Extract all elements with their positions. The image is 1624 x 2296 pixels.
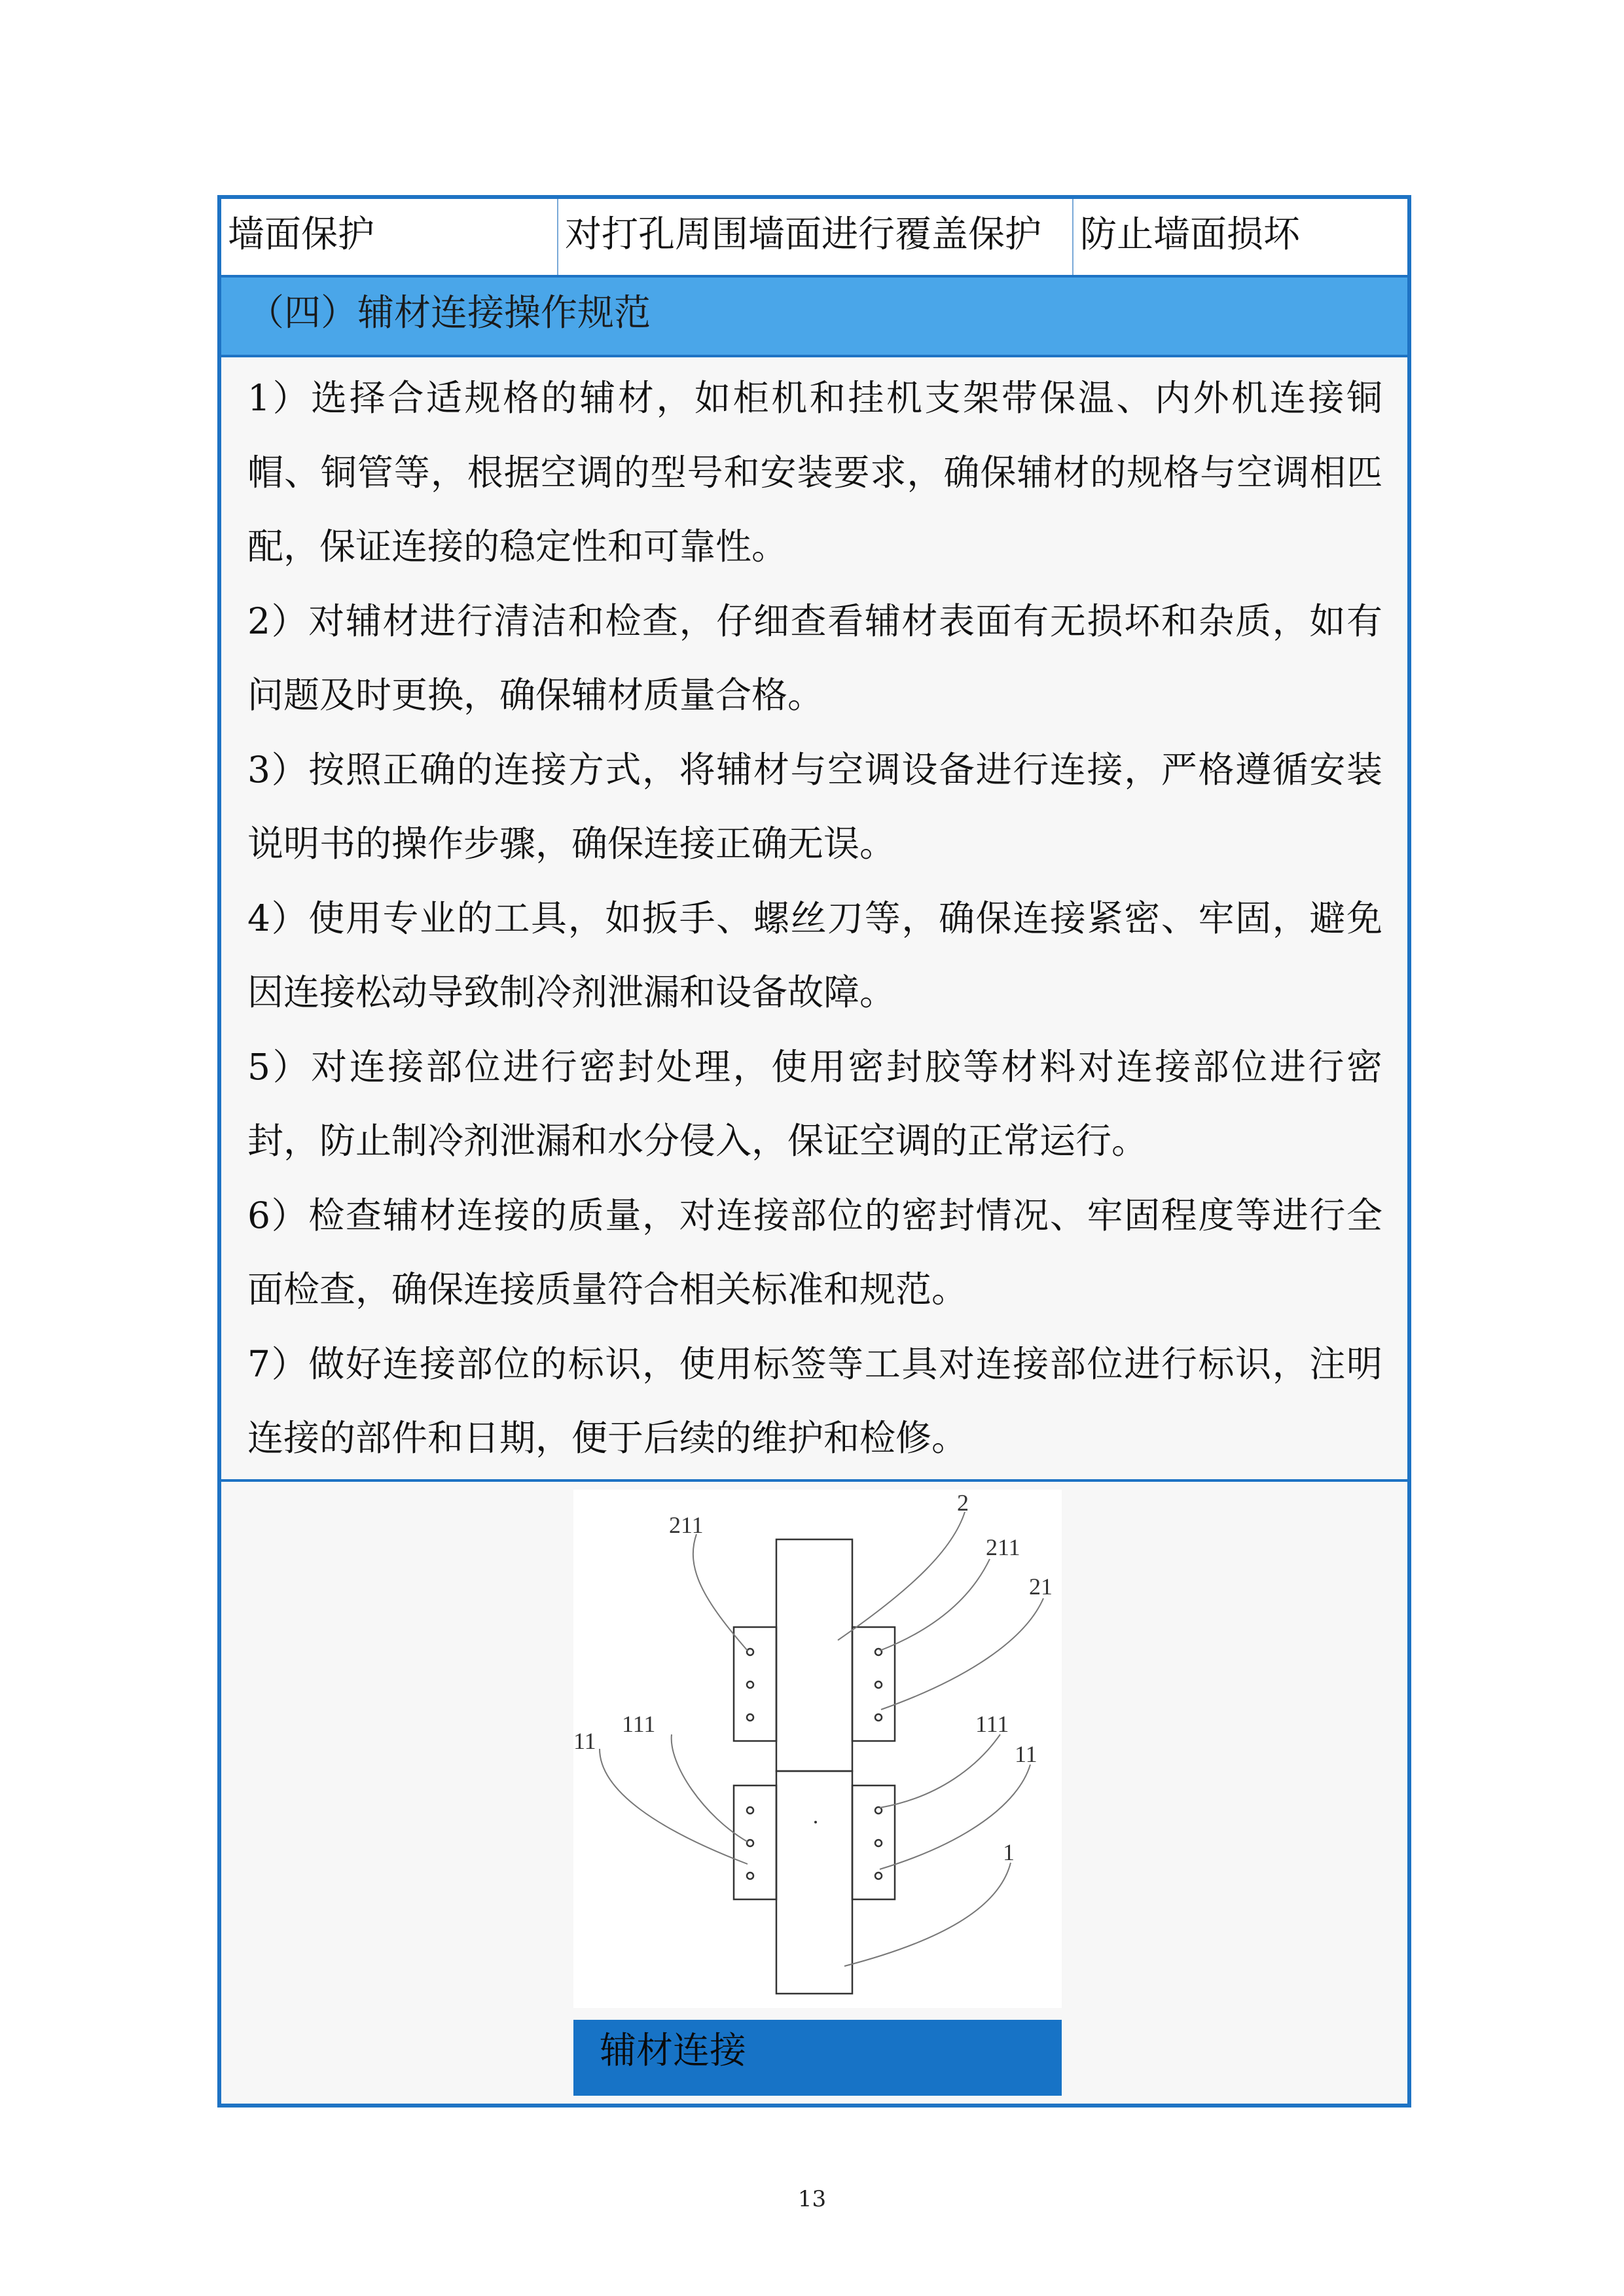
- paragraph-1: 1）选择合适规格的辅材，如柜机和挂机支架带保温、内外机连接铜帽、铜管等，根据空调的型号和安装要求，确保辅材的规格与空调相匹配，保证连接的稳定性和可靠性。: [247, 377, 1382, 567]
- document-table: [217, 195, 1411, 2108]
- section-heading: （四）辅材连接操作规范: [221, 278, 1407, 357]
- label-21: 21: [1029, 1573, 1053, 1600]
- label-1: 1: [1003, 1839, 1015, 1865]
- label-2: 2: [957, 1490, 969, 1516]
- label-11-right: 11: [1015, 1741, 1038, 1767]
- paragraph-3: 3）按照正确的连接方式，将辅材与空调设备进行连接，严格遵循安装说明书的操作步骤，确保连接正确无误。: [247, 748, 1382, 865]
- upper-plate-left: [734, 1627, 776, 1741]
- label-111-left: 111: [622, 1711, 656, 1737]
- figure-caption: 辅材连接: [573, 2020, 1062, 2096]
- bolt-holes: [747, 1649, 882, 1879]
- lower-plate-left: [734, 1785, 776, 1899]
- table-row: [221, 199, 1407, 278]
- paragraph-5: 5）对连接部位进行密封处理，使用密封胶等材料对连接部位进行密封，防止制冷剂泄漏和水分侵入，保证空调的正常运行。: [247, 1045, 1382, 1162]
- paragraph-6: 6）检查辅材连接的质量，对连接部位的密封情况、牢固程度等进行全面检查，确保连接质量符合相关标准和规范。: [247, 1194, 1382, 1310]
- upper-plate-right: [852, 1627, 895, 1741]
- page-number: 13: [797, 2186, 827, 2212]
- paragraph-2: 2）对辅材进行清洁和检查，仔细查看辅材表面有无损坏和杂质，如有问题及时更换，确保辅材质量合格。: [247, 600, 1382, 716]
- label-111-right: 111: [975, 1711, 1009, 1737]
- label-211-right: 211: [986, 1534, 1020, 1560]
- label-211-left: 211: [669, 1512, 704, 1538]
- cell-item: 墙面保护: [221, 199, 558, 275]
- paragraph-7: 7）做好连接部位的标识，使用标签等工具对连接部位进行标识，注明连接的部件和日期，便于后续的维护和检修。: [247, 1342, 1382, 1459]
- upper-block: [776, 1539, 852, 1771]
- section-content: [221, 357, 1407, 1482]
- cell-measure: 对打孔周围墙面进行覆盖保护: [558, 199, 1074, 275]
- connection-diagram: [573, 1490, 1062, 2008]
- label-11-left: 11: [573, 1728, 596, 1754]
- leader-lines: [600, 1512, 1043, 1966]
- paragraph-4: 4）使用专业的工具，如扳手、螺丝刀等，确保连接紧密、牢固，避免因连接松动导致制冷剂泄漏和设备故障。: [247, 897, 1382, 1013]
- lower-block: [776, 1771, 852, 1994]
- figure-cell: [221, 1482, 1407, 2104]
- cell-purpose: 防止墙面损坏: [1080, 213, 1300, 256]
- lower-plate-right: [852, 1785, 895, 1899]
